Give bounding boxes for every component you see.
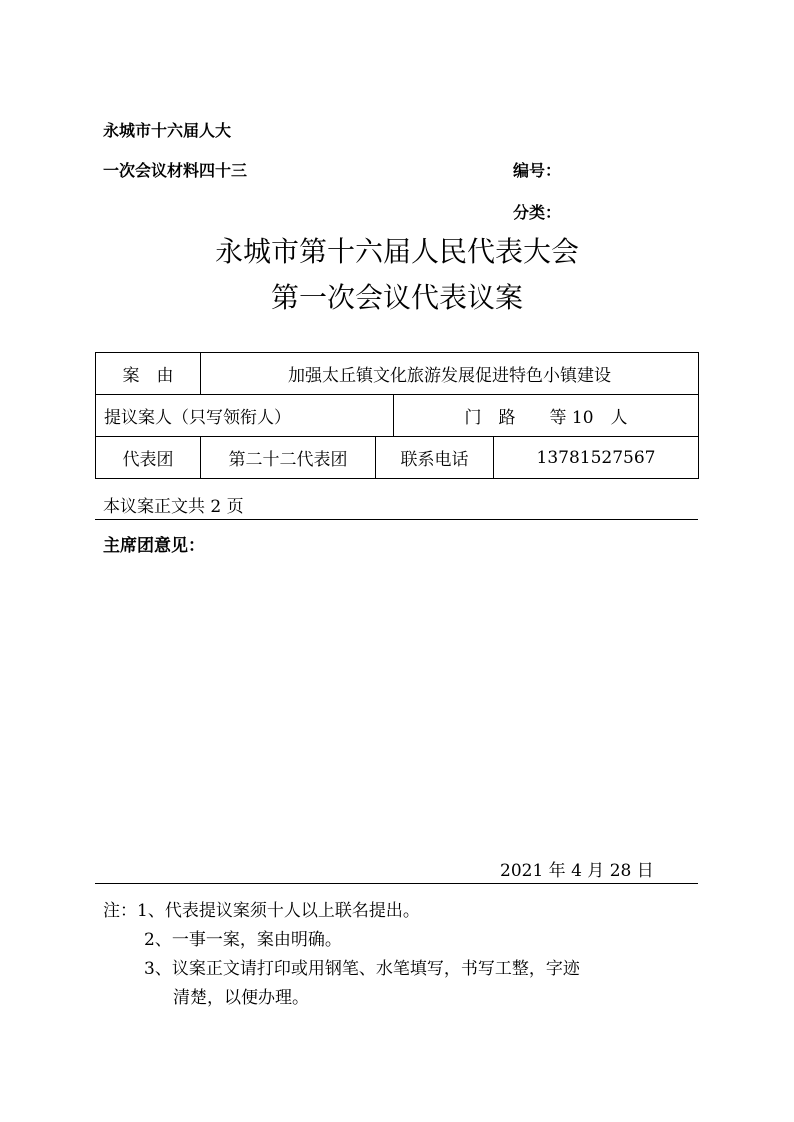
presidium-opinion-label: 主席团意见：: [103, 536, 205, 556]
proposal-info-table: [95, 352, 699, 479]
proposer-value: 门 路 等 10 人: [394, 395, 699, 437]
note-1: 注：1、代表提议案须十人以上联名提出。: [103, 901, 420, 921]
date-text: 2021 年 4 月 28 日: [500, 861, 654, 881]
proposer-row: [96, 395, 699, 437]
title-line-2: 第一次会议代表议案: [270, 281, 523, 314]
case-row: [96, 353, 699, 395]
delegation-row: [96, 437, 699, 479]
delegation-label: 代表团: [96, 437, 201, 479]
number-label: 编号：: [513, 161, 562, 180]
title-line-1: 永城市第十六届人民代表大会: [214, 235, 579, 268]
proposer-label: 提议案人（只写领衔人）: [96, 395, 394, 437]
case-value: 加强太丘镇文化旅游发展促进特色小镇建设: [201, 353, 699, 395]
header-line-2: 一次会议材料四十三: [103, 161, 248, 180]
header-line-1: 永城市十六届人大: [103, 121, 232, 140]
note-3: 3、议案正文请打印或用钢笔、水笔填写，书写工整，字迹: [144, 959, 580, 979]
note-3-continued: 清楚，以便办理。: [173, 988, 309, 1008]
divider-line-top: [95, 519, 698, 520]
category-label: 分类：: [513, 203, 562, 222]
page-count-text: 本议案正文共 2 页: [103, 497, 244, 517]
phone-value: 13781527567: [494, 437, 699, 479]
divider-line-bottom: [95, 883, 698, 884]
phone-label: 联系电话: [376, 437, 494, 479]
note-2: 2、一事一案，案由明确。: [144, 930, 342, 950]
delegation-value: 第二十二代表团: [201, 437, 376, 479]
case-label: 案 由: [96, 353, 201, 395]
